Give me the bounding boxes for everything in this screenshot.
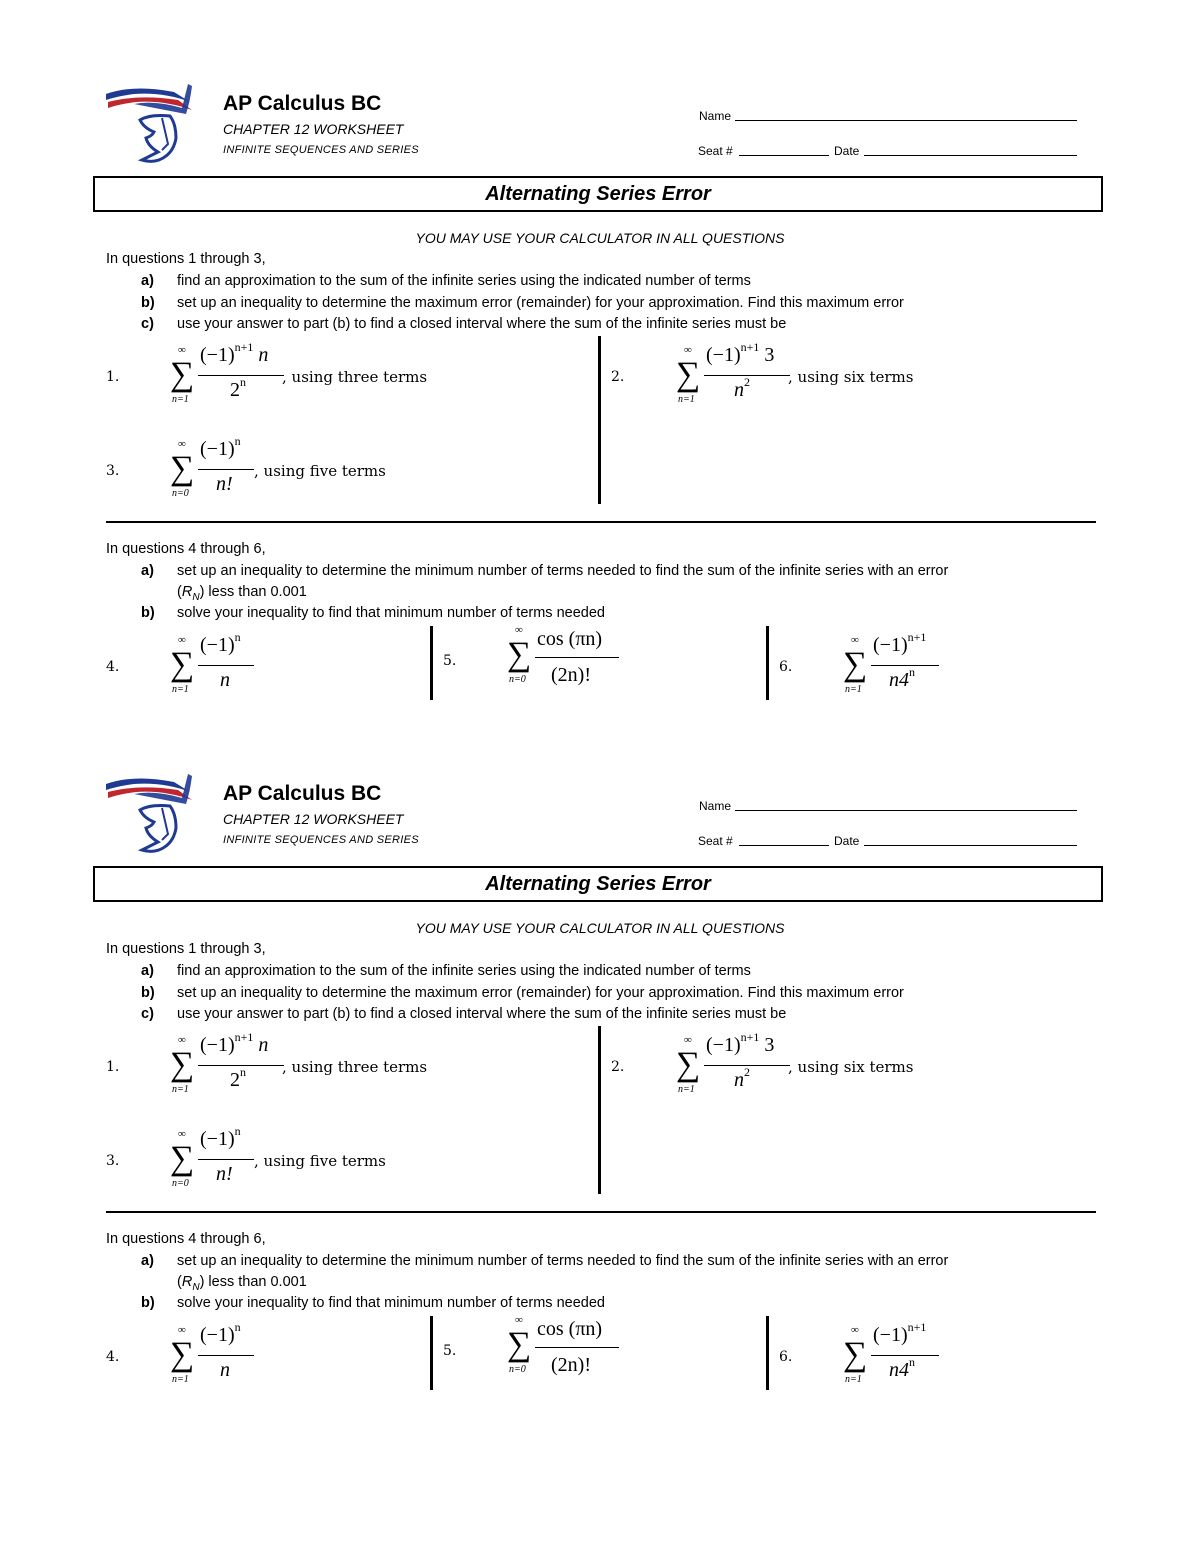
part-letter: a) [141,563,154,579]
numerator-tail: 3 [759,344,775,366]
sum-upper: ∞ [178,344,186,356]
sigma-icon: ∑ [170,1046,195,1083]
question-number: 4. [106,1349,120,1365]
section2-intro: In questions 4 through 6, [106,541,266,557]
worksheet-title: Alternating Series Error [93,176,1103,212]
sum-upper: ∞ [178,1034,186,1046]
sum-upper: ∞ [178,1128,186,1140]
numerator [706,340,775,367]
denominator-base: n [734,1069,744,1091]
numerator-base: (−1) [706,344,741,366]
denominator [551,664,591,687]
column-divider [766,1316,769,1390]
terms-note: , using six terms [788,1058,914,1076]
numerator-exponent: n+1 [740,1030,760,1044]
part-letter: b) [141,605,155,621]
section2-intro: In questions 4 through 6, [106,1231,266,1247]
sum-upper: ∞ [684,344,692,356]
numerator-exponent: n [234,630,241,644]
numerator-base: (−1) [200,634,235,656]
fraction-bar [871,665,939,666]
part-text: use your answer to part (b) to find a closed interval where the sum of the infinite series must be [177,1006,787,1022]
denominator-base: n4 [889,669,909,691]
numerator-base: (−1) [200,1324,235,1346]
chapter-label: CHAPTER 12 WORKSHEET [223,121,404,137]
sigma-icon: ∑ [676,356,701,393]
part-text: set up an inequality to determine the maximum error (remainder) for your approximation. Find this maximum error [177,295,904,311]
numerator-tail: 3 [759,1034,775,1056]
calculator-note: YOU MAY USE YOUR CALCULATOR IN ALL QUESTIONS [415,230,785,246]
numerator-exponent: n+1 [907,630,927,644]
patriot-logo [104,770,196,858]
terms-note: , using five terms [254,1152,386,1170]
worksheet-half [0,0,1200,695]
numerator [200,434,241,461]
fraction-bar [198,469,254,470]
denominator [734,1065,750,1092]
course-title: AP Calculus BC [223,782,382,805]
sigma-icon: ∑ [170,646,195,683]
numerator [873,1320,927,1347]
part-text-tail: less than 0.001 [208,584,307,600]
numerator-exponent: n+1 [234,340,254,354]
sum-upper: ∞ [851,634,859,646]
denominator-exponent: n [909,1355,915,1369]
denominator-base: n4 [889,1359,909,1381]
sum-lower: n=1 [172,1374,189,1385]
patriot-logo [104,80,196,168]
part-text: set up an inequality to determine the maximum error (remainder) for your approximation. Find this maximum error [177,985,904,1001]
sum-lower: n=1 [172,684,189,695]
fraction-bar [535,657,619,658]
calculator-note: YOU MAY USE YOUR CALCULATOR IN ALL QUESTIONS [415,920,785,936]
date-field[interactable] [864,845,1077,846]
sum-lower: n=1 [172,1084,189,1095]
numerator [706,1030,775,1057]
sum-lower: n=0 [509,1364,526,1375]
question-number: 2. [611,1059,625,1075]
worksheet-half [0,690,1200,1385]
name-label: Name [699,109,732,123]
sigma-icon: ∑ [843,1336,868,1373]
denominator-base: (2n)! [551,664,591,686]
chapter-label: CHAPTER 12 WORKSHEET [223,811,404,827]
numerator-exponent: n+1 [907,1320,927,1334]
section-divider [106,521,1096,523]
part-text-tail: less than 0.001 [208,1274,307,1290]
part-letter: c) [141,1006,154,1022]
numerator-base: (−1) [200,438,235,460]
denominator [216,473,233,496]
section1-intro: In questions 1 through 3, [106,251,266,267]
part-letter: a) [141,963,154,979]
numerator [537,1318,602,1341]
question-number: 3. [106,463,120,479]
question-number: 4. [106,659,120,675]
sum-lower: n=1 [845,1374,862,1385]
denominator-base: n [220,1359,230,1381]
fraction-bar [198,1355,254,1356]
sum-upper: ∞ [178,1324,186,1336]
part-text: set up an inequality to determine the minimum number of terms needed to find the sum of the infinite series with an error [177,563,949,579]
fraction-bar [871,1355,939,1356]
part-text: solve your inequality to find that minimum number of terms needed [177,1295,605,1311]
numerator [873,630,927,657]
terms-note: , using five terms [254,462,386,480]
numerator-exponent: n [234,1320,241,1334]
column-divider [766,626,769,700]
date-label: Date [834,834,860,848]
seat-label: Seat # [698,834,733,848]
error-subscript: N [192,591,200,603]
part-text: set up an inequality to determine the minimum number of terms needed to find the sum of the infinite series with an error [177,1253,949,1269]
question-number: 1. [106,1059,120,1075]
section1-intro: In questions 1 through 3, [106,941,266,957]
numerator-tail: n [253,344,269,366]
numerator [200,1124,241,1151]
numerator-base: (−1) [200,1128,235,1150]
sum-upper: ∞ [178,634,186,646]
error-symbol: R [181,1274,193,1290]
part-text: solve your inequality to find that minimum number of terms needed [177,605,605,621]
question-number: 2. [611,369,625,385]
sum-lower: n=1 [172,394,189,405]
numerator-base: (−1) [873,634,908,656]
sigma-icon: ∑ [843,646,868,683]
denominator [734,375,750,402]
sum-upper: ∞ [515,624,523,636]
question-number: 6. [779,1349,793,1365]
seat-field[interactable] [739,845,829,846]
part-text: $(R_N)$ less than 0.001 [177,584,307,603]
sum-upper: ∞ [178,438,186,450]
numerator-exponent: n [234,1124,241,1138]
numerator-tail: n [253,1034,269,1056]
denominator [230,375,246,402]
denominator-base: n! [216,473,233,495]
part-text: find an approximation to the sum of the infinite series using the indicated number of terms [177,273,751,289]
sum-upper: ∞ [851,1324,859,1336]
seat-label: Seat # [698,144,733,158]
part-letter: b) [141,295,155,311]
sigma-icon: ∑ [170,450,195,487]
course-title: AP Calculus BC [223,92,382,115]
numerator [537,628,602,651]
part-letter: a) [141,1253,154,1269]
name-field[interactable] [735,120,1077,121]
terms-note: , using three terms [282,368,428,386]
column-divider [598,1026,601,1194]
part-letter: b) [141,985,155,1001]
numerator [200,1030,269,1057]
part-letter: a) [141,273,154,289]
section-divider [106,1211,1096,1213]
denominator-exponent: n [909,665,915,679]
column-divider [430,1316,433,1390]
denominator-base: n [220,669,230,691]
name-field[interactable] [735,810,1077,811]
denominator-exponent: 2 [744,1065,750,1079]
part-text: use your answer to part (b) to find a closed interval where the sum of the infinite series must be [177,316,787,332]
worksheet-title: Alternating Series Error [93,866,1103,902]
denominator-exponent: n [240,375,246,389]
date-field[interactable] [864,155,1077,156]
part-text: find an approximation to the sum of the infinite series using the indicated number of terms [177,963,751,979]
error-subscript: N [192,1281,200,1293]
numerator-base: (−1) [706,1034,741,1056]
column-divider [430,626,433,700]
numerator-base: cos (πn) [537,628,603,650]
sigma-icon: ∑ [507,1326,532,1363]
denominator [220,669,230,692]
question-number: 3. [106,1153,120,1169]
column-divider [598,336,601,504]
numerator-exponent: n [234,434,241,448]
denominator-base: (2n)! [551,1354,591,1376]
numerator-base: (−1) [873,1324,908,1346]
sigma-icon: ∑ [507,636,532,673]
terms-note: , using three terms [282,1058,428,1076]
denominator [889,1355,915,1382]
name-label: Name [699,799,732,813]
sigma-icon: ∑ [170,356,195,393]
numerator-exponent: n+1 [234,1030,254,1044]
fraction-bar [198,665,254,666]
numerator [200,1320,241,1347]
denominator [889,665,915,692]
date-label: Date [834,144,860,158]
sigma-icon: ∑ [170,1336,195,1373]
numerator-base: cos (πn) [537,1318,603,1340]
denominator-exponent: n [240,1065,246,1079]
sum-lower: n=0 [172,488,189,499]
denominator-base: 2 [230,1069,240,1091]
denominator-base: n! [216,1163,233,1185]
part-letter: b) [141,1295,155,1311]
sigma-icon: ∑ [676,1046,701,1083]
question-number: 5. [443,1343,457,1359]
question-number: 5. [443,653,457,669]
sum-lower: n=1 [678,394,695,405]
denominator [220,1359,230,1382]
numerator [200,630,241,657]
sum-upper: ∞ [515,1314,523,1326]
seat-field[interactable] [739,155,829,156]
denominator [216,1163,233,1186]
numerator-base: (−1) [200,344,235,366]
sum-lower: n=0 [172,1178,189,1189]
sum-upper: ∞ [684,1034,692,1046]
numerator [200,340,269,367]
part-letter: c) [141,316,154,332]
question-number: 1. [106,369,120,385]
sigma-icon: ∑ [170,1140,195,1177]
denominator [551,1354,591,1377]
denominator-base: 2 [230,379,240,401]
error-symbol: R [181,584,193,600]
sum-lower: n=1 [678,1084,695,1095]
denominator-exponent: 2 [744,375,750,389]
denominator-base: n [734,379,744,401]
chapter-subtitle: INFINITE SEQUENCES AND SERIES [223,834,419,846]
fraction-bar [198,1159,254,1160]
part-text: $(R_N)$ less than 0.001 [177,1274,307,1293]
denominator [230,1065,246,1092]
sum-lower: n=0 [509,674,526,685]
numerator-base: (−1) [200,1034,235,1056]
fraction-bar [535,1347,619,1348]
sum-lower: n=1 [845,684,862,695]
chapter-subtitle: INFINITE SEQUENCES AND SERIES [223,144,419,156]
terms-note: , using six terms [788,368,914,386]
question-number: 6. [779,659,793,675]
numerator-exponent: n+1 [740,340,760,354]
